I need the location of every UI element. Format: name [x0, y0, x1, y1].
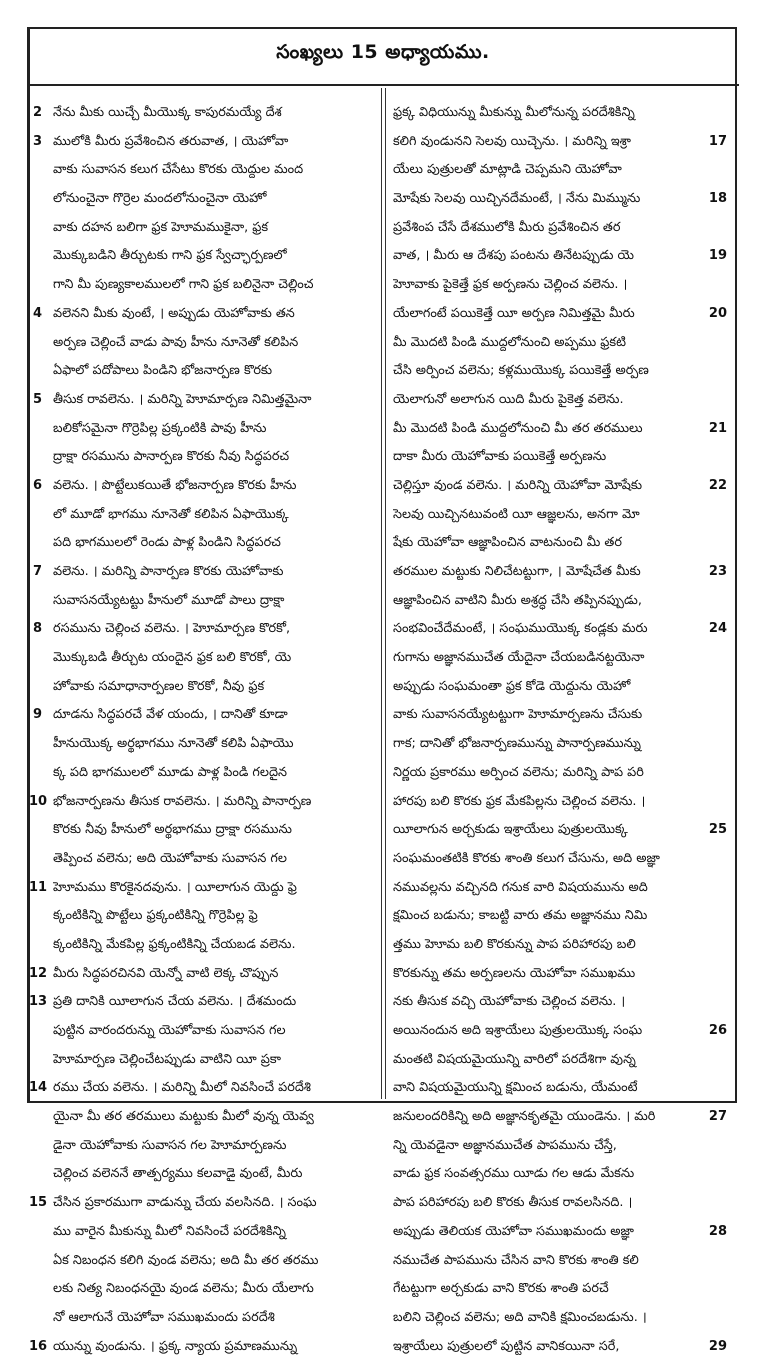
text-line: [393, 902, 727, 931]
text-line: [393, 357, 727, 386]
verse-text: ప్రతి దానికి యీలాగున చేయ వలెను. । దేశమందు: [53, 994, 297, 1010]
text-line: [29, 529, 375, 558]
verse-text: పుట్టిన వారందరున్ను యెహోవాకు సువాసన గల: [53, 1023, 286, 1038]
verse-text: భోజనార్పణను తీసుక రావలెను. । మరిన్ని పానార్పణ: [53, 793, 312, 809]
text-line: [29, 1333, 375, 1361]
text-line: [29, 788, 375, 817]
text-line: [29, 1046, 375, 1075]
verse-text: వాత, । మీరు ఆ దేశపు పంటను తినేటప్పుడు యె: [393, 248, 635, 264]
verse-text: నో ఆలాగునే యెహోవా సముఖమందు పరదేశి: [53, 1309, 275, 1325]
verse-text: గుగాను అజ్ఞానముచేత యేదైనా చేయబడినట్టయెనా: [393, 650, 645, 666]
text-line: [393, 185, 727, 214]
text-line: [29, 1132, 375, 1161]
verse-text: గాని మీ పుణ్యకాలములలో గాని ఫ్రక బలినైనా చెల్లించ: [53, 277, 314, 293]
text-line: [29, 1074, 375, 1103]
text-line: [393, 874, 727, 903]
verse-text: పాప పరిహారపు బలి కొరకు తీసుక రావలసినది. ।: [393, 1195, 633, 1211]
text-line: [29, 415, 375, 444]
text-line: [29, 701, 375, 730]
verse-text: లో మూడో భాగము నూనెతో కలిపిన ఏఫాయొక్క: [53, 506, 289, 522]
verse-text: హెూవాకు పైకెత్తే ఫ్రక అర్పణను చెల్లించ వలెను. ।: [393, 277, 628, 293]
text-line: [29, 1017, 375, 1046]
text-line: [393, 300, 727, 329]
text-line: [29, 931, 375, 960]
text-line: [393, 271, 727, 300]
verse-text: జనులందరికిన్ని అది అజ్ఞానకృతమై యుండెను. । మరి: [393, 1109, 656, 1125]
verse-text: సంఘమంతటికి కొరకు శాంతి కలుగ చేసును, అది అజ్ఞా: [393, 850, 660, 866]
verse-text: యున్ను వుండును. । ఫ్రక్క న్యాయ ప్రమాణమున్ను: [53, 1338, 298, 1354]
text-line: [393, 1074, 727, 1103]
verse-text: కలిగి వుండునని సెలవు యిచ్చెను. । మరిన్ని ఇశ్రా: [393, 133, 631, 149]
verse-text: తీసుక రావలెను. । మరిన్ని హెూమార్పణ నిమిత్తమైనా: [53, 391, 312, 407]
text-line: [393, 988, 727, 1017]
column-divider: [381, 88, 382, 1099]
text-line: [29, 185, 375, 214]
verse-text: రసమును చెల్లించ వలెను. । హెూమార్పణ కొరకో,: [53, 621, 291, 637]
verse-text: ఇశ్రాయేలు పుత్రులలో పుట్టిన వానికయినా సరే,: [393, 1338, 620, 1354]
verse-text: అర్పణ చెల్లించే వాడు పావు హీను నూనెతో కలిపిన: [53, 334, 299, 350]
verse-number: 19: [708, 248, 727, 264]
verse-text: మీరు సిద్ధపరచినవి యెన్నో వాటి లెక్క చొప్పున: [53, 965, 279, 981]
text-line: [393, 1160, 727, 1189]
verse-text: రము చేయ వలెను. । మరిన్ని మీలో నివసించే పరదేశి: [53, 1080, 311, 1096]
verse-text: యేలాగంటే పయికెత్తే యీ అర్పణ నిమిత్తమై మీరు: [393, 305, 635, 321]
verse-text: ఆజ్ఞాపించిన వాటిని మీరు అశ్రద్ధ చేసి తప్పినప్పుడు,: [393, 592, 642, 608]
verse-text: మంతటి విషయమైయున్ని వారిలో పరదేశిగా వున్న: [393, 1051, 636, 1067]
verse-text: త్తము హెూమ బలి కొరకున్ను పాప పరిహారపు బలి: [393, 936, 636, 952]
text-line: [29, 128, 375, 157]
verse-text: వాకు సువాసనయ్యేటట్టుగా హెూమార్పణను చేసుకు: [393, 707, 643, 723]
left-column: [29, 99, 375, 1354]
column-divider: [385, 88, 386, 1099]
text-line: [29, 816, 375, 845]
verse-text: దాకా మీరు యెహోవాకు పయికెత్తే అర్పణను: [393, 449, 607, 465]
text-line: [29, 1160, 375, 1189]
verse-text: అప్పుడు సంఘమంతా ఫ్రక కోడె యెద్దును యెహో: [393, 678, 631, 694]
verse-number: 14: [29, 1080, 48, 1096]
verse-text: చెల్లిస్తూ వుండ వలెను. । మరిన్ని యెహోవా మోషేకు: [393, 477, 643, 493]
verse-number: 29: [708, 1338, 727, 1354]
text-line: [29, 271, 375, 300]
text-line: [393, 128, 727, 157]
text-line: [393, 816, 727, 845]
text-line: [393, 1189, 727, 1218]
text-line: [393, 759, 727, 788]
verse-number: 12: [29, 965, 48, 981]
text-line: [393, 242, 727, 271]
header-divider: [27, 84, 739, 86]
text-line: [29, 1247, 375, 1276]
verse-number: 5: [33, 391, 43, 407]
verse-number: 25: [708, 822, 727, 838]
text-line: [393, 615, 727, 644]
text-line: [393, 730, 727, 759]
text-line: [393, 788, 727, 817]
verse-text: ఏఫాలో పదోపాలు పిండిని భోజనార్పణ కొరకు: [53, 363, 273, 379]
text-line: [393, 415, 727, 444]
text-line: [393, 529, 727, 558]
verse-text: డైనా యెహోవాకు సువాసన గల హెూమార్పణను: [53, 1137, 287, 1153]
verse-text: మీ మొదటి పిండి ముద్దలోనుంచి అప్పము ఫ్రకటి: [393, 334, 626, 350]
verse-text: లకు నిత్య నిబంధనయై వుండ వలెను; మీరు యేలాగు: [53, 1281, 314, 1297]
verse-text: సెలవు యిచ్చినటువంటి యీ ఆజ్ఞలను, అనగా మో: [393, 506, 640, 522]
text-line: [393, 701, 727, 730]
text-line: [29, 730, 375, 759]
verse-text: గాక; దానితో భోజనార్పణమున్ను పానార్పణమున్ను: [393, 736, 641, 752]
verse-text: హెూమము కొరకైనదవును. । యీలాగున యెద్దు ఫ్రె: [53, 879, 297, 895]
text-line: [393, 960, 727, 989]
verse-text: గేటట్టుగా అర్చకుడు వాని కొరకు శాంతి పరచే: [393, 1281, 609, 1297]
verse-text: చేసి అర్పించ వలెను; కళ్లముయొక్క పయికెత్తే అర్పణ: [393, 363, 649, 379]
text-line: [393, 1103, 727, 1132]
verse-text: నేను మీకు యిచ్చే మీయొక్క కాపురమయ్యే దేశ: [53, 105, 282, 120]
verse-number: 21: [708, 420, 727, 436]
text-line: [29, 615, 375, 644]
text-line: [29, 759, 375, 788]
verse-text: నమువల్లను వచ్చినది గనుక వారి విషయమును అది: [393, 879, 648, 895]
verse-text: యీలాగున అర్చకుడు ఇశ్రాయేలు పుత్రులయొక్క: [393, 822, 628, 838]
verse-number: 18: [708, 191, 727, 207]
verse-number: 27: [708, 1109, 727, 1125]
verse-text: వాడు ఫ్రక సంవత్సరము యీడు గల ఆడు మేకను: [393, 1166, 635, 1182]
text-line: [393, 644, 727, 673]
verse-text: వలెను. । పొట్టేలుకయితే భోజనార్పణ కొరకు హీను: [53, 477, 297, 493]
text-line: [29, 1304, 375, 1333]
text-line: [393, 1275, 727, 1304]
verse-number: 8: [33, 621, 43, 637]
verse-text: బలిని చెల్లించ వలెను; అది వానికి క్షమించబడును. ।: [393, 1309, 647, 1325]
verse-text: చేసిన ప్రకారముగా వాడున్ను చేయ వలసినది. । సంఘ: [53, 1195, 317, 1211]
verse-number: 10: [29, 793, 48, 809]
text-line: [29, 845, 375, 874]
text-line: [29, 673, 375, 702]
verse-text: వలెనని మీకు వుంటే, । అప్పుడు యెహోవాకు తన: [53, 305, 295, 321]
verse-text: కొరకు నీవు హీనులో అర్థభాగము ద్రాక్షా రసమును: [53, 822, 292, 838]
verse-text: ఏక నిబంధన కలిగి వుండ వలెను; అది మీ తర తరము: [53, 1252, 319, 1268]
document-page: [27, 27, 739, 1354]
verse-text: హీనుయొక్క అర్థభాగము నూనెతో కలిపి ఏఫాయొ: [53, 736, 294, 752]
verse-text: షేకు యెహోవా ఆజ్ఞాపించిన వాటనుంచి మీ తర: [393, 535, 622, 551]
text-line: [29, 242, 375, 271]
verse-text: దూడను సిద్ధపరచే వేళ యందు, । దానితో కూడా: [53, 707, 288, 723]
text-line: [29, 644, 375, 673]
verse-text: అప్పుడు తెలియక యెహోవా సముఖమందు అజ్ఞా: [393, 1223, 634, 1239]
verse-number: 11: [29, 879, 48, 895]
verse-number: 24: [708, 621, 727, 637]
text-line: [393, 156, 727, 185]
verse-text: నముచేత పాపమును చేసిన వాని కొరకు శాంతి కలి: [393, 1252, 639, 1268]
text-line: [29, 1103, 375, 1132]
text-line: [393, 1218, 727, 1247]
text-line: [393, 931, 727, 960]
verse-text: యేలు పుత్రులతో మాట్లాడి చెప్పమని యెహోవా: [393, 162, 622, 178]
verse-text: క్క పది భాగములలో మూడు పాళ్ల పిండి గలదైన: [53, 764, 287, 780]
verse-text: క్కంటికిన్ని పొట్టేలు ఫ్రక్కంటికిన్ని గొర్రెపిల్ల ఫ్రె: [53, 908, 258, 924]
text-line: [393, 443, 727, 472]
verse-text: హోవాకు సమాధానార్పణల కొరకో, నీవు ఫ్రక: [53, 678, 265, 694]
verse-text: మోషేకు సెలవు యిచ్చినదేమంటే, । నేను మిమ్మును: [393, 191, 641, 207]
text-line: [29, 156, 375, 185]
text-line: [393, 1247, 727, 1276]
verse-text: లోనుంచైనా గొర్రెల మందలోనుంచైనా యెహో: [53, 191, 267, 207]
verse-text: అయినందున అది ఇశ్రాయేలు పుత్రులయొక్క సంఘ: [393, 1023, 643, 1038]
verse-text: మొక్కుబడిని తీర్చుటకు గాని ఫ్రక స్వేచ్ఛార్పణలో: [53, 248, 287, 264]
verse-text: ప్రవేశింప చేసే దేశములోకి మీరు ప్రవేశించిన తర: [393, 219, 621, 235]
text-line: [393, 1304, 727, 1333]
text-line: [393, 99, 727, 128]
text-line: [393, 1017, 727, 1046]
verse-text: వాకు దహన బలిగా ఫ్రక హెూమముకైనా, ఫ్రక: [53, 219, 269, 235]
verse-text: ద్రాక్షా రసమును పానార్పణ కొరకు నీవు సిద్ధపరచ: [53, 449, 290, 465]
verse-text: న్ని యెవడైనా అజ్ఞానముచేత పాపమును చేస్తే,: [393, 1137, 617, 1153]
text-line: [29, 587, 375, 616]
text-line: [29, 960, 375, 989]
text-line: [29, 874, 375, 903]
right-column: [393, 99, 727, 1354]
verse-text: క్షమించ బడును; కాబట్టి వారు తమ అజ్ఞానము నిమి: [393, 908, 648, 924]
text-line: [29, 558, 375, 587]
verse-text: హెూమార్పణ చెల్లించేటప్పుడు వాటిని యీ ప్రకా: [53, 1051, 281, 1067]
text-line: [29, 1218, 375, 1247]
text-line: [393, 214, 727, 243]
text-line: [393, 587, 727, 616]
verse-text: బలికోసమైనా గొర్రెపిల్ల ప్రక్కంటికి పావు హీను: [53, 420, 267, 436]
text-line: [393, 501, 727, 530]
verse-text: కొరకున్ను తమ అర్పణలను యెహోవా సముఖము: [393, 965, 636, 981]
verse-text: క్కంటికిన్ని మేకపిల్ల ఫ్రక్కంటికిన్ని చేయబడ వలెను.: [53, 936, 296, 952]
text-line: [29, 1275, 375, 1304]
text-line: [393, 1046, 727, 1075]
verse-text: హారపు బలి కొరకు ఫ్రక మేకపిల్లను చెల్లించ వలెను. ।: [393, 793, 646, 809]
verse-text: సువాసనయ్యేటట్టు హీనులో మూడో పాలు ద్రాక్షా: [53, 592, 285, 608]
verse-text: పది భాగములలో రెండు పాళ్ల పిండిని సిద్ధపరచ: [53, 535, 281, 551]
verse-number: 15: [29, 1195, 48, 1211]
text-line: [29, 300, 375, 329]
verse-text: యైనా మీ తర తరములు మట్టుకు మీలో వున్న యెవ్వ: [53, 1109, 314, 1125]
verse-text: యెలాగునో అలాగున యిది మీరు పైకెత్త వలెను.: [393, 391, 624, 407]
text-line: [29, 988, 375, 1017]
verse-number: 6: [33, 477, 43, 493]
text-line: [393, 329, 727, 358]
text-line: [393, 558, 727, 587]
verse-text: చెల్లించ వలెననే తాత్పర్యము కలవాడై వుంటే, మీరు: [53, 1166, 303, 1182]
text-line: [393, 1333, 727, 1361]
verse-text: మొక్కుబడి తీర్చుట యందైన ఫ్రక బలి కొరకో, యె: [53, 650, 292, 666]
verse-text: మీ మొదటి పిండి ముద్దలోనుంచి మీ తర తరములు: [393, 420, 643, 436]
verse-text: ములోకి మీరు ప్రవేశించిన తరువాత, । యెహోవా: [53, 133, 289, 149]
verse-number: 28: [708, 1223, 727, 1239]
verse-number: 16: [29, 1338, 48, 1354]
verse-number: 13: [29, 994, 48, 1010]
verse-number: 3: [33, 133, 43, 149]
verse-number: 26: [708, 1023, 727, 1038]
verse-text: వలెను. । మరిన్ని పానార్పణ కొరకు యెహోవాకు: [53, 564, 284, 579]
verse-number: 9: [33, 707, 43, 723]
text-line: [29, 443, 375, 472]
page-header: [27, 27, 739, 82]
text-line: [29, 1189, 375, 1218]
text-line: [29, 501, 375, 530]
verse-text: తెప్పించ వలెను; అది యెహోవాకు సువాసన గల: [53, 850, 287, 866]
verse-number: 22: [708, 477, 727, 493]
text-line: [29, 329, 375, 358]
text-line: [29, 357, 375, 386]
verse-number: 2: [33, 105, 43, 120]
text-line: [29, 902, 375, 931]
text-line: [29, 386, 375, 415]
verse-text: ము వారైన మీకున్ను మీలో నివసించే పరదేశికిన్ని: [53, 1223, 286, 1239]
verse-number: 23: [708, 564, 727, 579]
verse-text: వాని విషయమైయున్ని క్షమించ బడును, యేమంటే: [393, 1080, 638, 1096]
verse-text: నిర్ణయ ప్రకారము అర్పించ వలెను; మరిన్ని పాప పరి: [393, 764, 644, 780]
text-line: [393, 845, 727, 874]
text-line: [393, 472, 727, 501]
text-line: [393, 673, 727, 702]
verse-number: 4: [33, 305, 43, 321]
verse-text: వాకు సువాసన కలుగ చేసేటు కొరకు యెద్దుల మంద: [53, 162, 304, 178]
text-line: [29, 472, 375, 501]
text-line: [393, 1132, 727, 1161]
text-line: [393, 386, 727, 415]
verse-text: ఫ్రక్క విధియున్ను మీకున్ను మీలోనున్న పరదేశికిన్ని: [393, 105, 635, 120]
page-title: సంఖ్యలు 15 అధ్యాయము.: [276, 41, 490, 63]
verse-number: 7: [33, 564, 43, 579]
verse-number: 20: [708, 305, 727, 321]
text-line: [29, 99, 375, 128]
verse-text: సంభవించేదేమంటే, । సంఘముయొక్క కండ్లకు మరు: [393, 621, 648, 637]
verse-text: తరముల మట్టుకు నిలిచేటట్టుగా, । మోషేచేత మీకు: [393, 564, 641, 579]
text-line: [29, 214, 375, 243]
verse-number: 17: [708, 133, 727, 149]
verse-text: నకు తీసుక వచ్చి యెహోవాకు చెల్లించ వలెను. ।: [393, 994, 626, 1010]
